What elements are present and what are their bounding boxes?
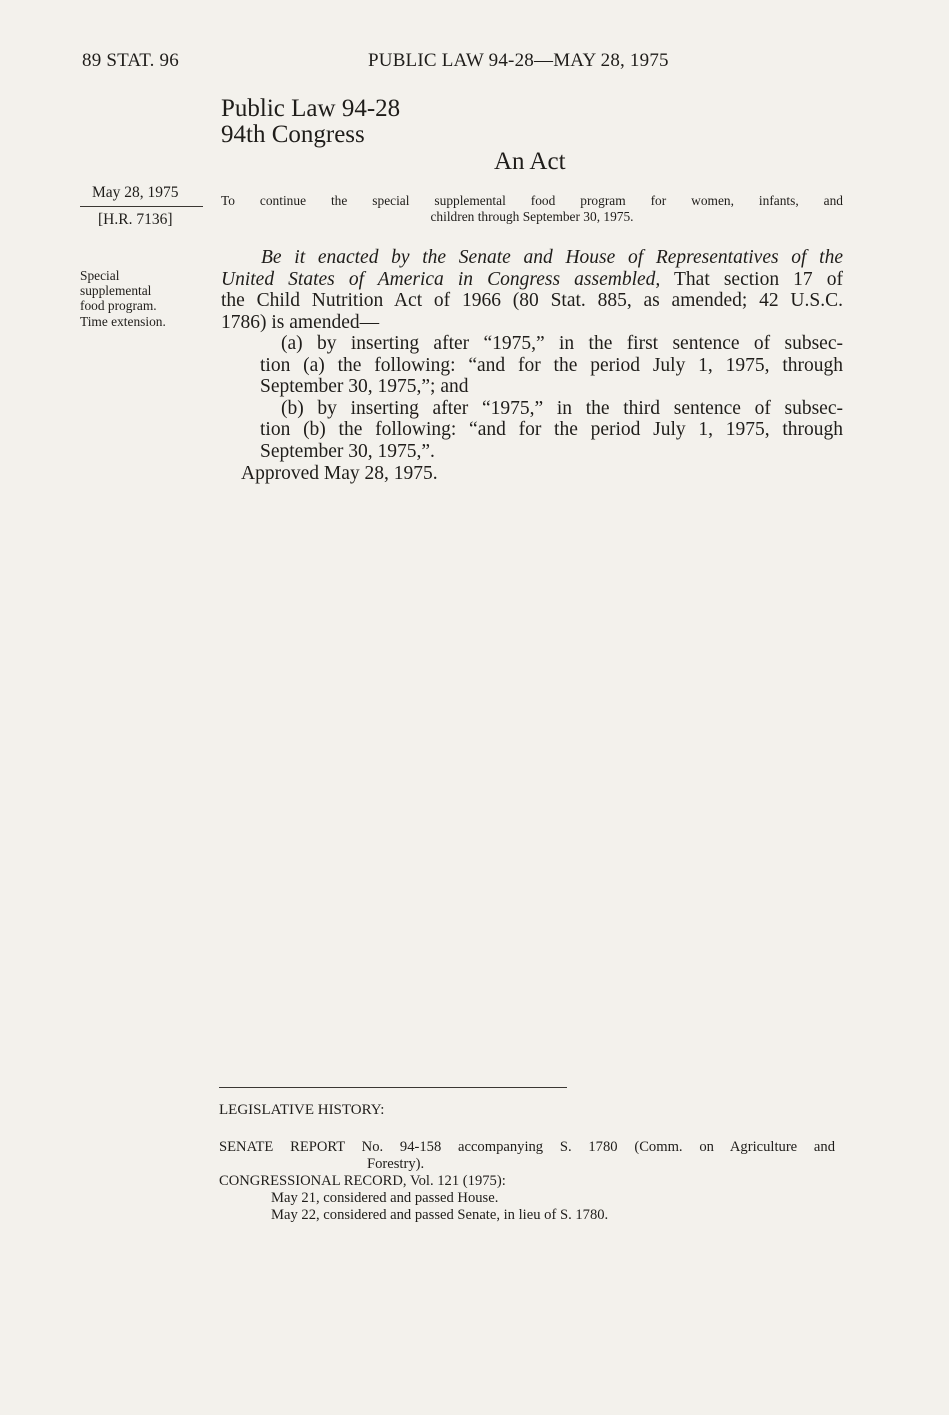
enacting-clause-italic: United States of America in Congress assembled,	[221, 268, 661, 290]
public-law-running-head: PUBLIC LAW 94-28—MAY 28, 1975	[368, 50, 669, 71]
enacting-clause-line	[221, 269, 843, 291]
congress-number: 94th Congress	[221, 120, 365, 148]
clause-a-line: (a) by inserting after “1975,” in the first sentence of subsec-	[281, 333, 843, 354]
clause-a-line: tion (a) the following: “and for the period July 1, 1975, through	[260, 354, 843, 376]
history-entry: May 21, considered and passed House.	[271, 1190, 499, 1206]
history-entry: May 22, considered and passed Senate, in lieu of S. 1780.	[271, 1207, 609, 1223]
legislative-history	[219, 1139, 835, 1224]
statute-citation: 89 STAT. 96	[82, 50, 179, 71]
margin-note-line: Time extension.	[80, 313, 166, 329]
approval-date: Approved May 28, 1975.	[241, 463, 438, 484]
enacting-clause-line: the Child Nutrition Act of 1966 (80 Stat. 885, as amended; 42 U.S.C.	[221, 290, 843, 311]
clause-b-line: (b) by inserting after “1975,” in the third sentence of subsec-	[281, 397, 843, 419]
law-title	[221, 96, 400, 147]
bill-number: [H.R. 7136]	[98, 211, 173, 228]
act-body	[221, 247, 843, 462]
congressional-record: CONGRESSIONAL RECORD, Vol. 121 (1975):	[219, 1173, 506, 1189]
enactment-date: May 28, 1975	[92, 184, 179, 201]
clause-a-line: September 30, 1975,”; and	[260, 376, 469, 397]
senate-report-line: SENATE REPORT No. 94-158 accompanying S. 1780 (Comm. on Agriculture and	[219, 1139, 835, 1155]
act-heading: An Act	[494, 148, 566, 175]
senate-report-line: Forestry).	[367, 1156, 425, 1172]
margin-note	[80, 268, 208, 329]
margin-note-line: Special	[80, 268, 120, 283]
history-divider	[219, 1087, 567, 1088]
legislative-history-heading: LEGISLATIVE HISTORY:	[219, 1102, 385, 1118]
enacting-clause-line: 1786) is amended—	[221, 311, 380, 333]
clause-b-line: tion (b) the following: “and for the period July 1, 1975, through	[260, 419, 843, 440]
purpose-line: To continue the special supplemental food program for women, infants, and	[221, 193, 843, 208]
law-number: Public Law 94-28	[221, 95, 401, 122]
margin-note-line: supplemental	[80, 283, 152, 299]
act-purpose	[221, 193, 843, 225]
purpose-line: children through September 30, 1975.	[430, 209, 634, 224]
clause-b-line: September 30, 1975,”.	[260, 440, 435, 462]
enacting-clause-line: Be it enacted by the Senate and House of Representatives of the	[261, 247, 843, 268]
sidenote-divider	[80, 206, 203, 207]
enacting-clause-text: That section 17 of	[660, 268, 843, 290]
margin-note-line: food program.	[80, 298, 157, 314]
